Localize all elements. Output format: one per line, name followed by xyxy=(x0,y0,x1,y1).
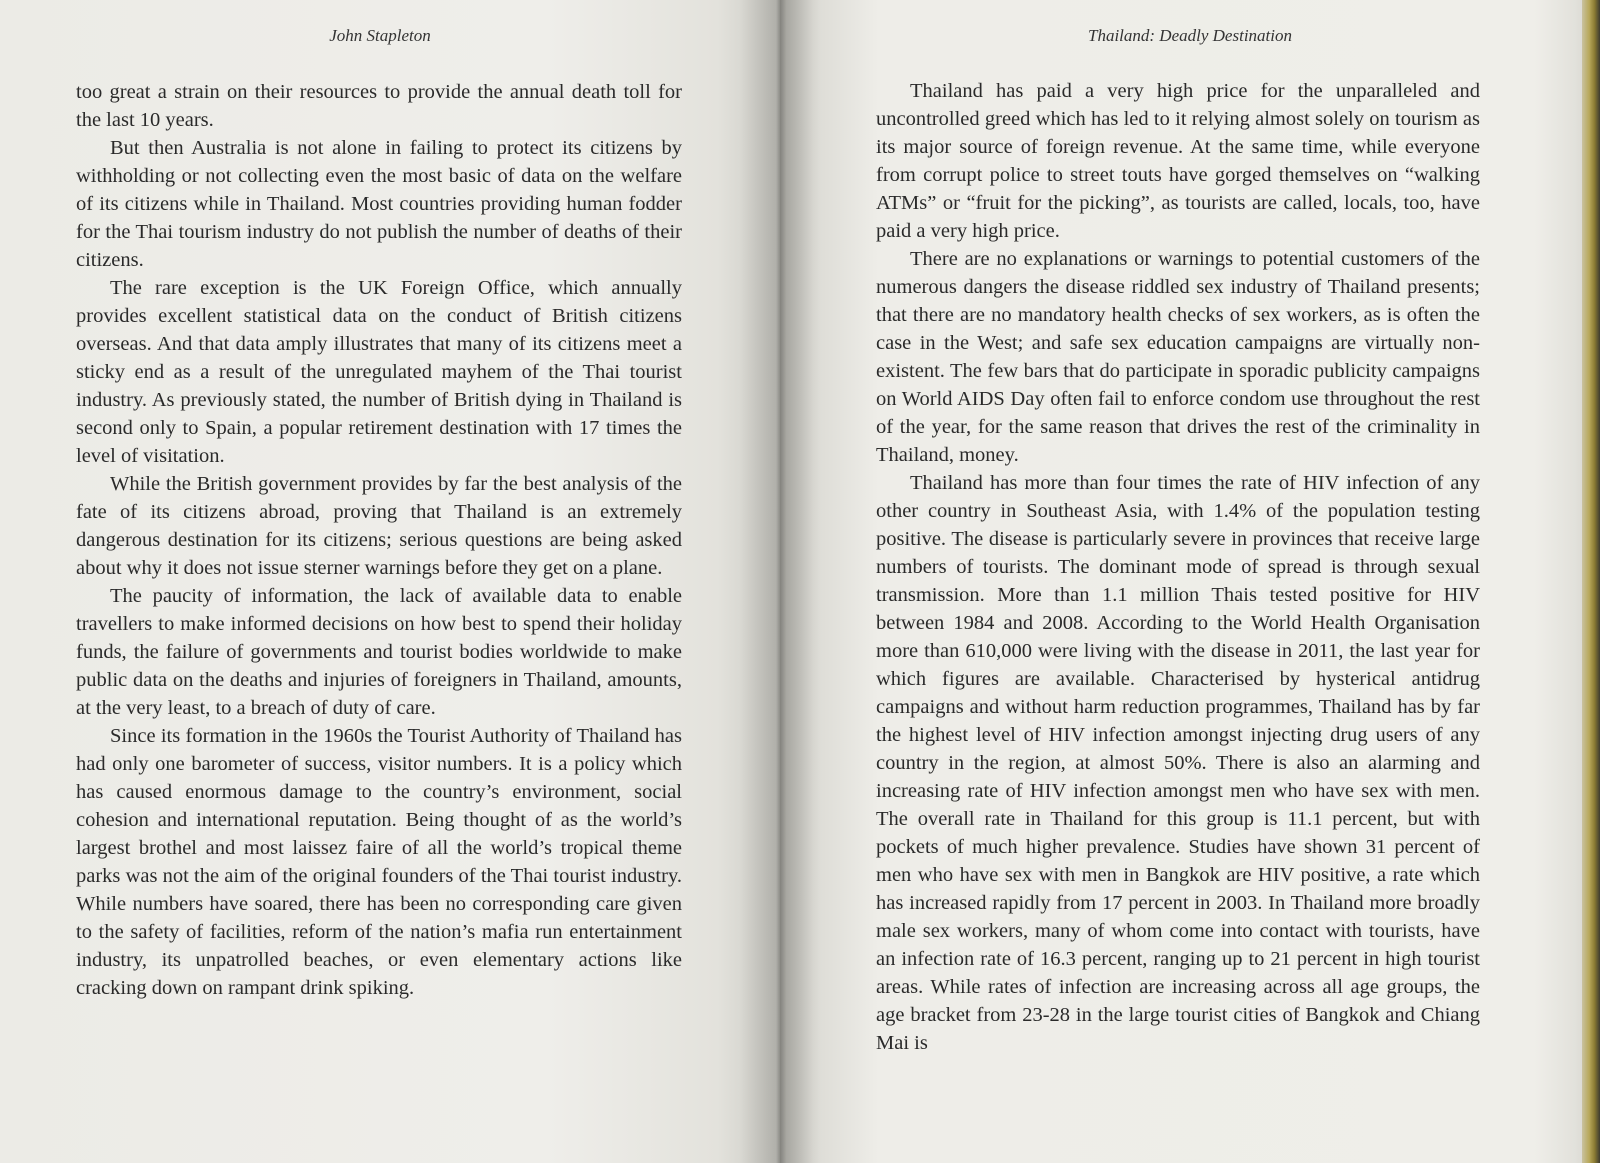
right-body-text xyxy=(876,77,1480,1057)
left-running-head xyxy=(0,26,760,46)
left-paragraph-2: But then Australia is not alone in failing to protect its citizens by withholding or not collecting even the most basic of data on the welfare of its citizens while in Thailand. Most countries providing human fodder for the Thai tourism industry do not publish the number of deaths of their citizens. xyxy=(76,137,682,271)
right-paragraph-2: There are no explanations or warnings to potential customers of the numerous dangers the disease riddled sex industry of Thailand presents; that there are no mandatory health checks of sex workers, as is often the case in the West; and safe sex education campaigns are virtually non-existent. The few bars that do participate in sporadic publicity campaigns on World AIDS Day often fail to enforce condom use throughout the rest of the year, for the same reason that drives the rest of the criminality in Thailand, money. xyxy=(876,248,1480,466)
right-running-head-text: Thailand: Deadly Destination xyxy=(1088,26,1292,45)
left-paragraph-5: The paucity of information, the lack of available data to enable travellers to make informed decisions on how best to spend their holiday funds, the failure of governments and tourist bodies worldwide to make public data on the deaths and injuries of foreigners in Thailand, amounts, at the very least, to a breach of duty of care. xyxy=(76,585,682,719)
right-paragraph-3: Thailand has more than four times the rate of HIV infection of any other country in Southeast Asia, with 1.4% of the population testing positive. The disease is particularly severe in provinces that receive large numbers of tourists. The dominant mode of spread is through sexual transmission. More than 1.1 million Thais tested positive for HIV between 1984 and 2008. According to the World Health Organisation more than 610,000 were living with the disease in 2011, the last year for which figures are available. Characterised by hysterical antidrug campaigns and without harm reduction programmes, Thailand has by far the highest level of HIV infection amongst injecting drug users of any country in the region, at almost 50%. There is also an alarming and increasing rate of HIV infection amongst men who have sex with men. The overall rate in Thailand for this group is 11.1 percent, but with pockets of much higher prevalence. Studies have shown 31 percent of men who have sex with men in Bangkok are HIV positive, a rate which has increased rapidly from 17 percent in 2003. In Thailand more broadly male sex workers, many of whom come into contact with tourists, have an infection rate of 16.3 percent, ranging up to 21 percent in high tourist areas. While rates of infection are increasing across all age groups, the age bracket from 23-28 in the large tourist cities of Bangkok and Chiang Mai is xyxy=(876,472,1480,1054)
right-page xyxy=(780,0,1600,1163)
left-paragraph-3: The rare exception is the UK Foreign Office, which annually provides excellent statistical data on the conduct of British citizens overseas. And that data amply illustrates that many of its citizens meet a sticky end as a result of the unregulated mayhem of the Thai tourist industry. As previously stated, the number of British dying in Thailand is second only to Spain, a popular retirement destination with 17 times the level of visitation. xyxy=(76,277,682,467)
left-page xyxy=(0,0,780,1163)
page-edge-strip xyxy=(1582,0,1600,1163)
left-body-text xyxy=(76,78,682,1002)
left-paragraph-6: Since its formation in the 1960s the Tourist Authority of Thailand has had only one barometer of success, visitor numbers. It is a policy which has caused enormous damage to the country’s environment, social cohesion and international reputation. Being thought of as the world’s largest brothel and most laissez faire of all the world’s tropical theme parks was not the aim of the original founders of the Thai tourist industry. While numbers have soared, there has been no corresponding care given to the safety of facilities, reform of the nation’s mafia run entertainment industry, its unpatrolled beaches, or even elementary actions like cracking down on rampant drink spiking. xyxy=(76,725,682,999)
left-running-head-text: John Stapleton xyxy=(329,26,431,45)
right-paragraph-1: Thailand has paid a very high price for the unparalleled and uncontrolled greed which has led to it relying almost solely on tourism as its major source of foreign revenue. At the same time, while everyone from corrupt police to street touts have gorged themselves on “walking ATMs” or “fruit for the picking”, as tourists are called, locals, too, have paid a very high price. xyxy=(876,80,1480,242)
right-running-head xyxy=(780,26,1600,46)
left-paragraph-4: While the British government provides by far the best analysis of the fate of its citizens abroad, proving that Thailand is an extremely dangerous destination for its citizens; serious questions are being asked about why it does not issue sterner warnings before they get on a plane. xyxy=(76,473,682,579)
left-paragraph-1: too great a strain on their resources to provide the annual death toll for the last 10 years. xyxy=(76,81,682,131)
